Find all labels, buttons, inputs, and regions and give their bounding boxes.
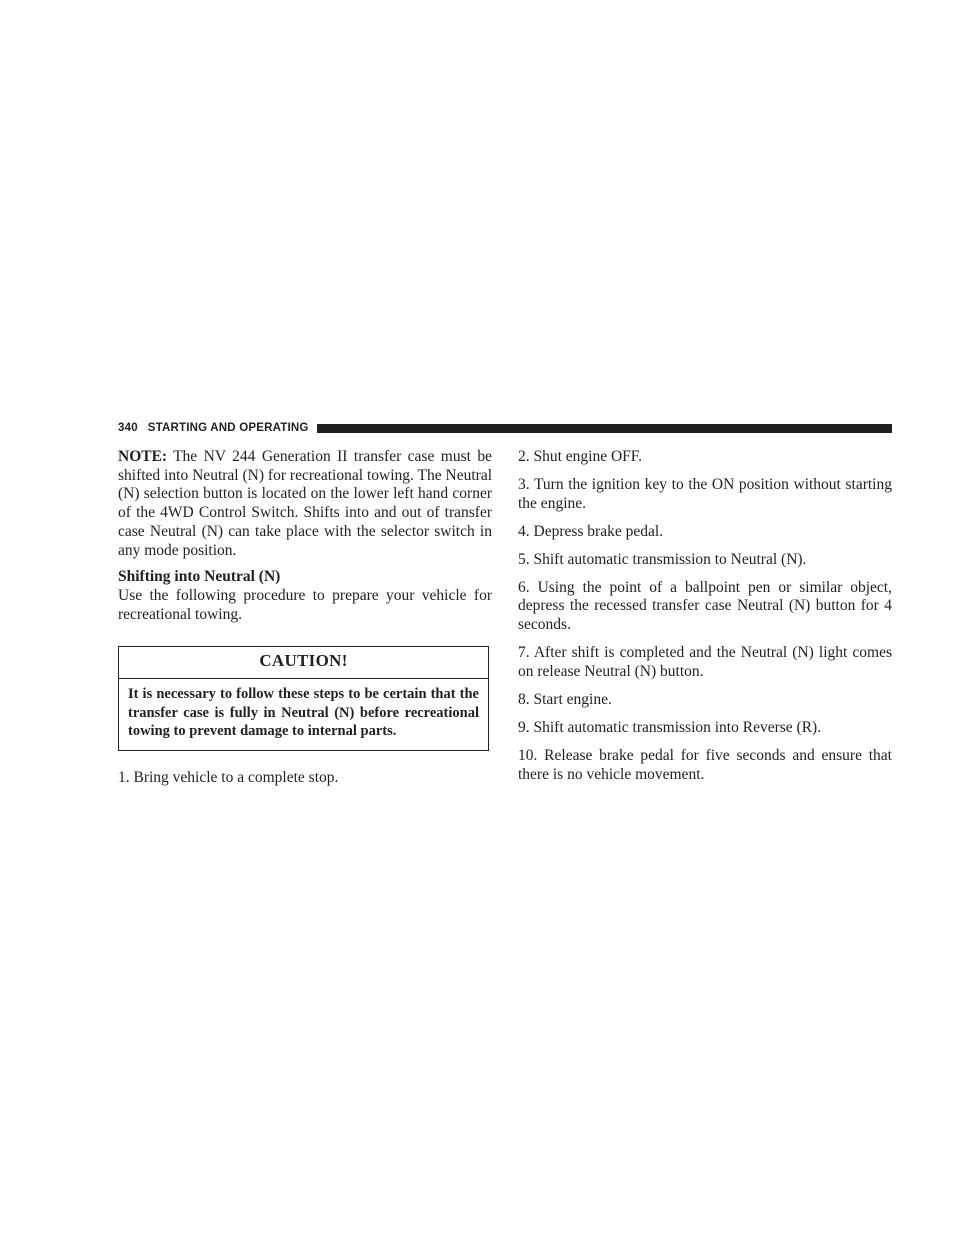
right-column bbox=[518, 448, 892, 794]
step-item: 7. After shift is completed and the Neutral (N) light comes on release Neutral (N) button. bbox=[518, 644, 892, 680]
step-item: 5. Shift automatic transmission to Neutral (N). bbox=[518, 550, 807, 568]
caution-text: It is necessary to follow these steps to be certain that the transfer case is fully in Neutral (N) before recreational towing to prevent damage to internal parts. bbox=[128, 686, 479, 740]
step-item: 2. Shut engine OFF. bbox=[518, 448, 643, 465]
step-item: 4. Depress brake pedal. bbox=[518, 522, 664, 540]
section-title: STARTING AND OPERATING bbox=[147, 422, 309, 434]
step-item: 3. Turn the ignition key to the ON position without starting the engine. bbox=[518, 476, 892, 512]
intro-paragraph: Use the following procedure to prepare your vehicle for recreational towing. bbox=[118, 586, 492, 623]
page-number: 340 bbox=[118, 422, 138, 434]
caution-box bbox=[118, 646, 489, 751]
step-item: 10. Release brake pedal for five seconds and ensure that there is no vehicle movement. bbox=[518, 746, 892, 783]
page-header bbox=[118, 420, 892, 436]
step-item: 8. Start engine. bbox=[518, 690, 612, 708]
caution-title: CAUTION! bbox=[119, 647, 488, 679]
note-label: NOTE: bbox=[118, 448, 168, 465]
note-paragraph bbox=[118, 448, 492, 560]
note-text: The NV 244 Generation II transfer case must be shifted into Neutral (N) for recreational towing. The Neutral (N) selection button is located on the lower left hand corner of the 4WD Control Switch. Shifts into and out of transfer case Neutral (N) can take place with the selector switch in any mode position. bbox=[118, 448, 492, 559]
step-item: 1. Bring vehicle to a complete stop. bbox=[118, 769, 339, 787]
step-item: 6. Using the point of a ballpoint pen or similar object, depress the recessed transfer case Neutral (N) button for 4 seconds. bbox=[518, 578, 892, 634]
subheading: Shifting into Neutral (N) bbox=[118, 568, 281, 586]
header-rule bbox=[317, 424, 892, 433]
step-item: 9. Shift automatic transmission into Reverse (R). bbox=[518, 718, 822, 736]
left-column bbox=[118, 448, 492, 797]
